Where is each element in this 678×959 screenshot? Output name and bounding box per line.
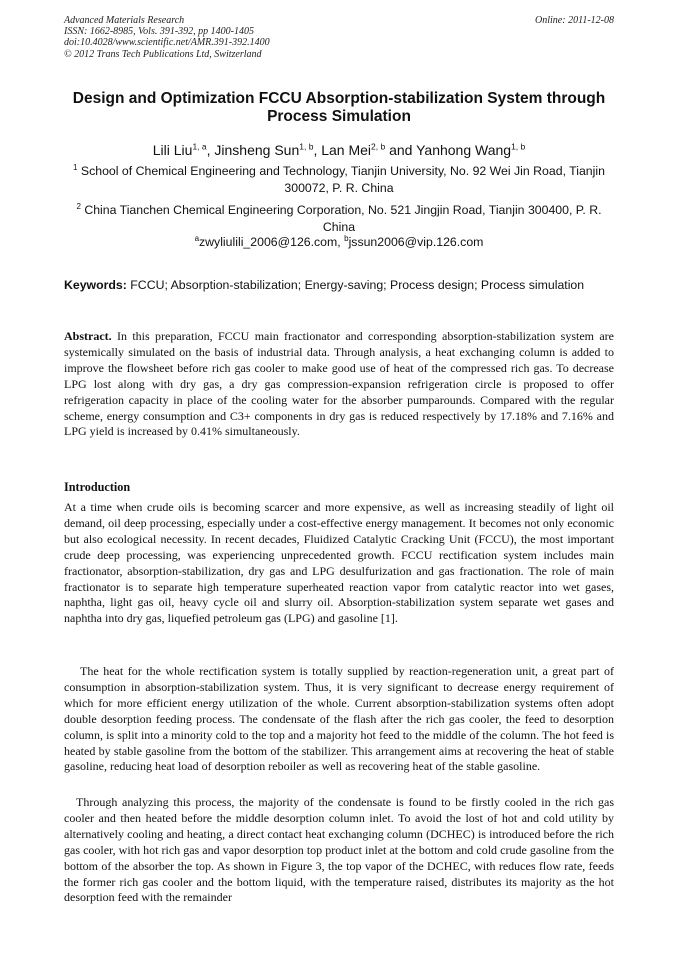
author-separator: and xyxy=(385,142,417,158)
intro-paragraph-1: At a time when crude oils is becoming scarcer and more expensive, as well as increasing steadily of light oil demand, oil deep processing, especially under a cost-effective energy management. It becomes not only economic but also ecological necessity. In recent decades, Fluidized Catalytic Cracking Unit (FCCU), the most important crude deep processing, was experiencing unprecedented growth. FCCU rectification system includes main fractionator, absorption-stabilization, dry gas and LPG desulfurization and gas fractionation. The role of main fractionator is to separate high temperature superheated reaction vapor from catalytic reactor into wet gases, naphtha, light gas oil, heavy cycle oil and slurry oil. Absorption-stabilization system separate wet gases and naphtha into dry gas, liquefied petroleum gas (LPG) and gasoline [1]. xyxy=(64,500,614,626)
author-list xyxy=(40,141,638,159)
affiliation-text: China Tianchen Chemical Engineering Corporation, No. 521 Jingjin Road, Tianjin 300400, P. R. China xyxy=(84,203,602,234)
author-name: Lili Liu xyxy=(152,142,193,158)
intro-paragraph-2: The heat for the whole rectification system is totally supplied by reaction-regeneration unit, a great part of consumption in absorption-stabilization system. Thus, it is very significant to decrease energy requirement of which for more efficient energy utilization of the whole. Current absorption-stabilization systems often adopt double desorption feeding process. The condensate of the flash after the rich gas cooler, the feed to desorption column, is split into a minority cold to the top and a majority hot feed to the middle of the column. The hot feed is heated by stable gasoline from the bottom of the stabilizer. This arrangement aims at recovering the heat of stable gasoline, reducing heat load of desorption reboiler as well as recovering heat of the stable gasoline. xyxy=(64,664,614,774)
affiliation-text: School of Chemical Engineering and Technology, Tianjin University, No. 92 Wei Jin Road, Tianjin 300072, P. R. China xyxy=(80,164,605,195)
keywords-text: FCCU; Absorption-stabilization; Energy-saving; Process design; Process simulation xyxy=(130,278,585,292)
author-affil-sup: 1, a xyxy=(192,141,207,152)
author-name: Lan Mei xyxy=(321,142,372,158)
author-affil-sup: 1, b xyxy=(511,141,526,152)
copyright-line: © 2012 Trans Tech Publications Ltd, Switzerland xyxy=(64,48,262,60)
affiliation-number: 2 xyxy=(76,201,81,211)
abstract-text: In this preparation, FCCU main fractionator and corresponding absorption-stabilization system are systemically simulated on the basis of industrial data. Through analysis, a heat exchanging column is added to improve the flowsheet before rich gas cooler to make good use of heat of the compressed rich gas. To decrease LPG lost along with dry gas, a dry gas compression-expansion refrigeration circle is proposed to offer refrigeration capacity in place of the cooling water for the absorber pumparounds. Compared with the regular scheme, energy consumption and C3+ components in dry gas is reduced respectively by 17.18% and 7.16% and LPG yield is increased by 0.41% simultaneously. xyxy=(64,329,614,439)
affiliation-2 xyxy=(64,202,614,236)
section-heading-introduction: Introduction xyxy=(64,480,131,494)
author-emails xyxy=(64,234,614,251)
journal-name: Advanced Materials Research xyxy=(64,15,185,26)
keywords-label: Keywords: xyxy=(64,278,127,292)
author-separator: , xyxy=(206,142,215,158)
email-b-sup: b xyxy=(344,233,349,243)
author-name: Yanhong Wang xyxy=(416,142,512,158)
author-affil-sup: 2, b xyxy=(371,141,386,152)
affiliation-1 xyxy=(64,163,614,197)
affiliation-number: 1 xyxy=(73,162,78,172)
keywords xyxy=(64,277,614,294)
paper-title: Design and Optimization FCCU Absorption-stabilization System through Process Simulation xyxy=(72,90,606,125)
author-separator: , xyxy=(313,142,322,158)
abstract xyxy=(64,329,614,440)
online-date: Online: 2011-12-08 xyxy=(535,15,614,26)
email-a[interactable]: zwyliulili_2006@126.com xyxy=(199,235,338,249)
journal-header xyxy=(64,15,464,60)
email-a-sup: a xyxy=(194,233,200,243)
intro-paragraph-3: Through analyzing this process, the majority of the condensate is found to be firstly cooled in the rich gas cooler and then heated before the middle desorption column inlet. To avoid the lost of hot and cold utility by alternatively cooling and heating, a direct contact heat exchanging column (DCHEC) is introduced before the rich gas cooler, with hot rich gas and vapor desorption top product inlet at the bottom and cold crude gasoline from the bottom of the absorber the top. As shown in Figure 3, the top vapor of the DCHEC, with reduces flow rate, feeds the former rich gas cooler and the bottom liquid, with the temperature raised, distributes its majority as the hot desorption feed with the remainder xyxy=(64,795,614,905)
issn-line: ISSN: 1662-8985, Vols. 391-392, pp 1400-1405 xyxy=(64,26,254,38)
email-separator: , xyxy=(337,235,345,249)
author-name: Jinsheng Sun xyxy=(214,142,300,158)
abstract-label: Abstract. xyxy=(64,329,112,343)
email-b[interactable]: jssun2006@vip.126.com xyxy=(348,235,484,249)
doi-line: doi:10.4028/www.scientific.net/AMR.391-392.1400 xyxy=(64,37,270,49)
author-affil-sup: 1, b xyxy=(299,141,314,152)
